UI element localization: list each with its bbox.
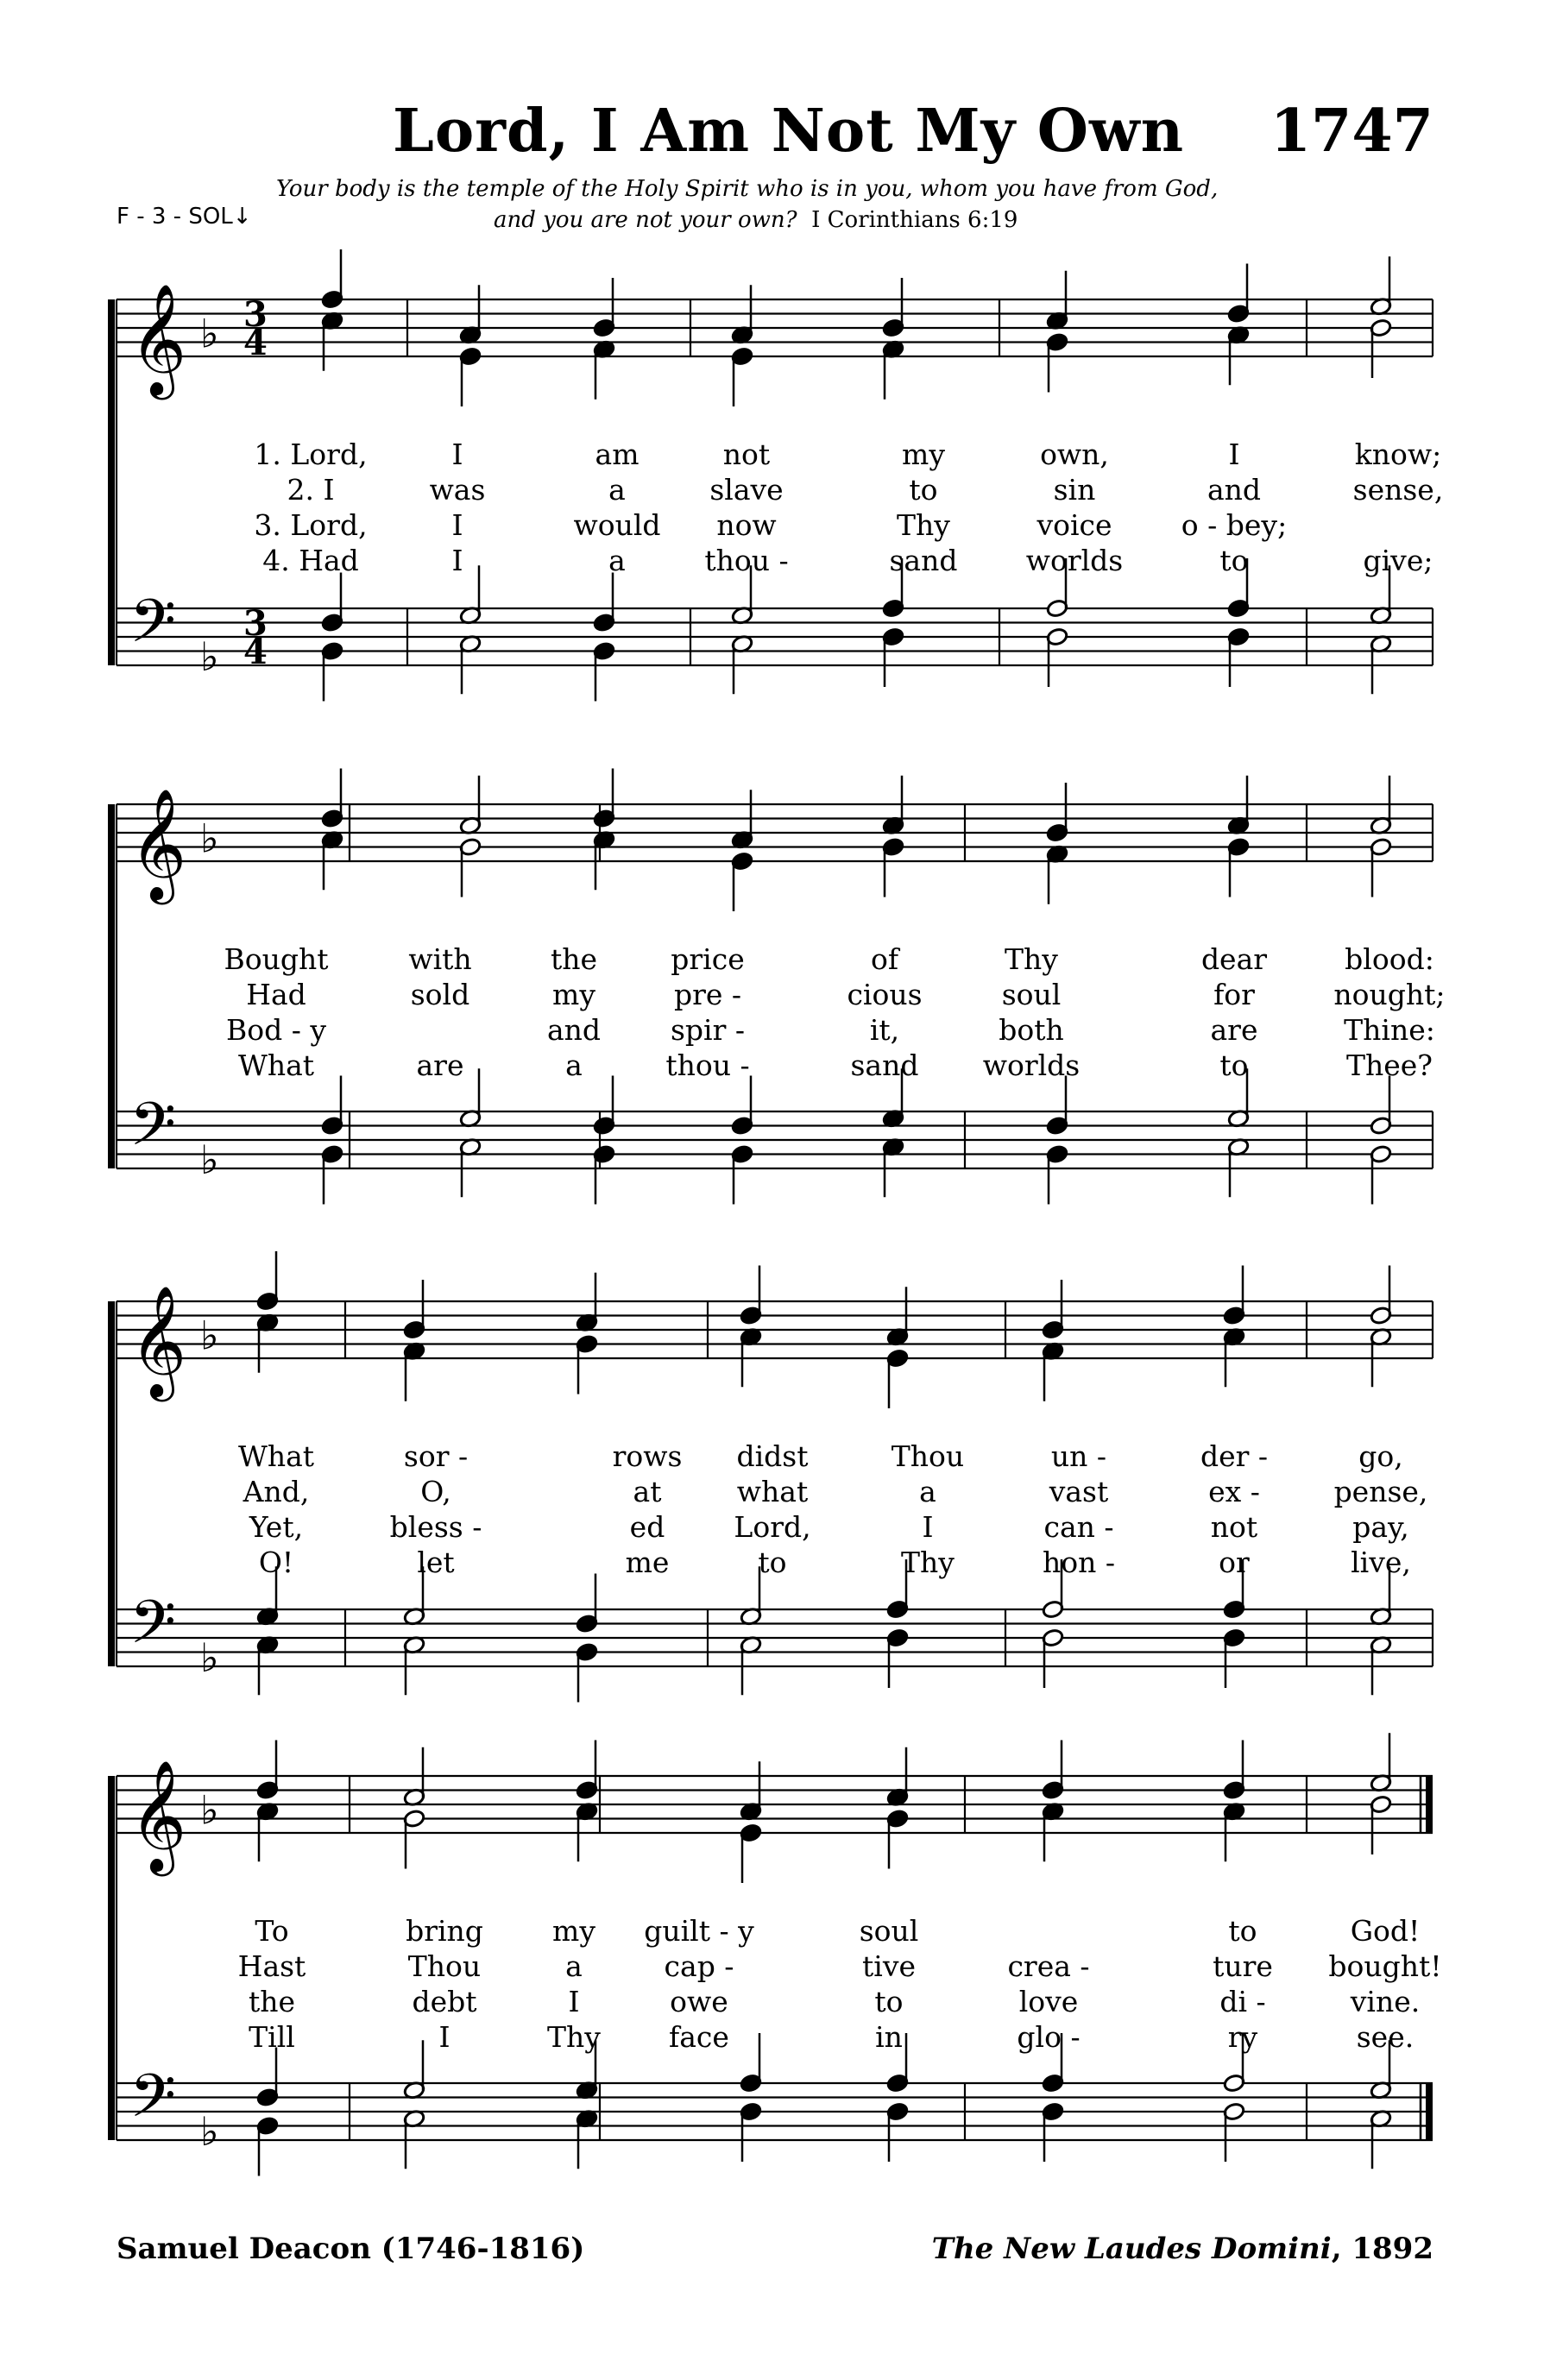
lyric-verse-4-word: Thy	[547, 2020, 601, 2054]
bass-time-sig-bottom: 4	[243, 632, 268, 672]
lyric-verse-1-word: my	[902, 438, 945, 471]
lyric-verse-2-word: bought!	[1328, 1949, 1442, 1983]
lyric-verse-4-word: What	[237, 1048, 315, 1082]
key-flat: ♭	[200, 815, 219, 862]
lyric-verse-3-word: Bod - y	[225, 1013, 327, 1047]
lyric-verse-2-word: sense,	[1352, 473, 1444, 507]
lyric-verse-4-word: sand	[850, 1048, 919, 1082]
treble-clef: 𝄞	[129, 1285, 187, 1397]
epigraph-reference: I Corinthians 6:19	[811, 207, 1018, 233]
lyric-verse-3-word: Thy	[897, 508, 950, 542]
lyric-verse-2-word: soul	[1001, 978, 1062, 1011]
lyric-verse-1-word: 1. Lord,	[254, 438, 368, 471]
system-1	[108, 249, 1443, 702]
lyric-verse-2-word: crea -	[1007, 1949, 1090, 1983]
lyric-verse-4-word: let	[417, 1546, 455, 1579]
lyric-verse-1-word: with	[408, 942, 472, 976]
source-title: The New Laudes Domini	[931, 2232, 1332, 2266]
lyric-verse-2-word: Thou	[407, 1949, 482, 1983]
lyric-verse-3-word: I	[568, 1985, 580, 2018]
lyric-verse-3-word: both	[999, 1013, 1064, 1047]
lyric-verse-4-word: O!	[258, 1546, 294, 1579]
lyric-verse-2-word: was	[429, 473, 486, 507]
lyric-verse-3-word: I	[451, 508, 463, 542]
lyric-verse-4-word: I	[438, 2020, 451, 2054]
treble-time-sig-top: 3	[243, 294, 268, 335]
lyric-verse-4-word: to	[1219, 1048, 1249, 1082]
lyric-verse-4-word: Thy	[901, 1546, 955, 1579]
lyric-verse-3-word: and	[546, 1013, 602, 1047]
lyric-verse-1-word: Thy	[1005, 942, 1058, 976]
system-bracket	[108, 1301, 115, 1666]
lyric-verse-1-word: own,	[1040, 438, 1109, 471]
lyric-verse-2-word: a	[919, 1475, 936, 1508]
lyric-verse-2-word: And,	[243, 1475, 310, 1508]
lyric-verse-3-word: Yet,	[249, 1510, 304, 1544]
lyric-verse-1-word: God!	[1350, 1914, 1421, 1948]
hymn-number: 1747	[1270, 97, 1433, 166]
lyric-verse-3-word: Thine:	[1344, 1013, 1435, 1047]
lyric-verse-4-word: to	[1219, 544, 1249, 577]
key-flat: ♭	[200, 633, 219, 680]
lyric-verse-4-word: Thee?	[1345, 1048, 1433, 1082]
key-flat: ♭	[200, 1634, 219, 1681]
lyric-verse-2-word: cap -	[664, 1949, 734, 1983]
system-3	[108, 1251, 1433, 1703]
lyric-verse-1-word: not	[722, 438, 771, 471]
bass-clef: 𝄢	[129, 1089, 177, 1174]
bass-clef: 𝄢	[129, 586, 177, 671]
lyric-verse-2-word: a	[608, 473, 626, 507]
lyric-verse-3-word: 3. Lord,	[254, 508, 368, 542]
lyric-verse-3-word: di -	[1219, 1985, 1266, 2018]
lyric-verse-3-word: debt	[412, 1985, 477, 2018]
lyric-verse-1-word: didst	[736, 1439, 809, 1473]
lyric-verse-3-word: spir -	[670, 1013, 746, 1047]
key-flat: ♭	[200, 2108, 219, 2155]
lyric-verse-4-word: me	[625, 1546, 670, 1579]
lyric-verse-1-word: guilt - y	[644, 1914, 754, 1948]
system-2	[108, 769, 1446, 1205]
lyric-verse-1-word: know;	[1354, 438, 1442, 471]
lyric-verse-3-word: the	[248, 1985, 296, 2018]
lyric-verse-4-word: see.	[1356, 2020, 1415, 2054]
lyric-verse-1-word: Bought	[224, 942, 329, 976]
bass-clef: 𝄢	[129, 1587, 177, 1672]
lyric-verse-4-word: or	[1219, 1546, 1250, 1579]
key-marking: F - 3 - SOL↓	[117, 204, 252, 230]
lyric-verse-3-word: now	[716, 508, 777, 542]
lyric-verse-3-word: Lord,	[734, 1510, 811, 1544]
key-flat: ♭	[200, 310, 219, 357]
lyric-verse-4-word: live,	[1351, 1546, 1411, 1579]
treble-clef: 𝄞	[129, 788, 187, 900]
lyric-verse-1-word: der -	[1200, 1439, 1269, 1473]
lyric-verse-1-word: of	[870, 942, 899, 976]
lyric-verse-3-word: pay,	[1352, 1510, 1409, 1544]
bass-clef: 𝄢	[129, 2061, 177, 2145]
lyric-verse-1-word: bring	[406, 1914, 483, 1948]
lyric-verse-2-word: for	[1213, 978, 1255, 1011]
lyric-verse-4-word: thou -	[665, 1048, 750, 1082]
lyric-verse-2-word: ture	[1213, 1949, 1273, 1983]
lyric-verse-4-word: in	[875, 2020, 903, 2054]
lyric-verse-2-word: my	[552, 978, 595, 1011]
author-credit: Samuel Deacon (1746-1816)	[117, 2232, 585, 2266]
lyric-verse-1-word: I	[451, 438, 463, 471]
lyric-verse-3-word: vine.	[1350, 1985, 1421, 2018]
lyric-verse-3-word: owe	[670, 1985, 728, 2018]
final-thick-barline	[1426, 1776, 1433, 1833]
lyric-verse-1-word: the	[550, 942, 598, 976]
lyric-verse-2-word: tive	[862, 1949, 916, 1983]
key-flat: ♭	[200, 1312, 219, 1359]
lyric-verse-4-word: ry	[1227, 2020, 1258, 2054]
lyric-verse-4-word: to	[758, 1546, 787, 1579]
lyric-verse-2-word: vast	[1049, 1475, 1109, 1508]
lyric-verse-3-word: can -	[1043, 1510, 1114, 1544]
lyric-verse-1-word: am	[595, 438, 640, 471]
lyric-verse-4-word: sand	[889, 544, 958, 577]
lyric-verse-2-word: and	[1207, 473, 1262, 507]
lyric-verse-4-word: a	[565, 1048, 583, 1082]
lyric-verse-1-word: price	[671, 942, 745, 976]
system-4	[108, 1733, 1442, 2175]
lyric-verse-2-word: nought;	[1333, 978, 1446, 1011]
lyric-verse-2-word: pense,	[1333, 1475, 1428, 1508]
system-bracket	[108, 804, 115, 1168]
lyric-verse-2-word: Hast	[237, 1949, 306, 1983]
lyric-verse-3-word: to	[874, 1985, 904, 2018]
lyric-verse-4-word: a	[608, 544, 626, 577]
lyric-verse-4-word: face	[669, 2020, 729, 2054]
lyric-verse-4-word: hon -	[1042, 1546, 1116, 1579]
lyric-verse-1-word: What	[237, 1439, 315, 1473]
lyric-verse-2-word: ex -	[1208, 1475, 1260, 1508]
lyric-verse-2-word: 2. I	[287, 473, 335, 507]
treble-clef: 𝄞	[129, 283, 187, 395]
lyric-verse-3-word: o - bey;	[1181, 508, 1288, 542]
lyric-verse-3-word: it,	[869, 1013, 900, 1047]
lyric-verse-3-word: bless -	[389, 1510, 482, 1544]
lyric-verse-3-word: are	[1210, 1013, 1258, 1047]
key-flat: ♭	[200, 1786, 219, 1834]
lyric-verse-1-word: un -	[1050, 1439, 1107, 1473]
lyric-verse-1-word: I	[1228, 438, 1240, 471]
lyric-verse-2-word: to	[909, 473, 938, 507]
lyric-verse-2-word: O,	[420, 1475, 451, 1508]
treble-clef: 𝄞	[129, 1760, 187, 1872]
lyric-verse-3-word: would	[573, 508, 661, 542]
lyric-verse-1-word: to	[1228, 1914, 1257, 1948]
source-year: , 1892	[1331, 2232, 1433, 2266]
lyric-verse-2-word: Had	[246, 978, 306, 1011]
lyric-verse-2-word: sin	[1053, 473, 1096, 507]
key-flat: ♭	[200, 1136, 219, 1183]
system-bracket	[108, 1776, 115, 2140]
system-bracket	[108, 299, 115, 665]
lyric-verse-1-word: sor -	[403, 1439, 469, 1473]
lyric-verse-3-word: ed	[629, 1510, 665, 1544]
lyric-verse-2-word: at	[633, 1475, 662, 1508]
lyric-verse-4-word: give;	[1363, 544, 1433, 577]
source-credit	[932, 2232, 1433, 2266]
lyric-verse-4-word: 4. Had	[262, 544, 359, 577]
lyric-verse-4-word: worlds	[1025, 544, 1124, 577]
lyric-verse-4-word: glo -	[1017, 2020, 1081, 2054]
lyric-verse-4-word: thou -	[704, 544, 789, 577]
lyric-verse-2-word: what	[736, 1475, 809, 1508]
lyric-verse-2-word: a	[565, 1949, 583, 1983]
epigraph-text: and you are not your own?	[494, 207, 797, 233]
lyric-verse-4-word: worlds	[982, 1048, 1081, 1082]
lyric-verse-1-word: go,	[1358, 1439, 1403, 1473]
lyric-verse-1-word: soul	[859, 1914, 919, 1948]
lyric-verse-2-word: cious	[847, 978, 923, 1011]
lyric-verse-1-word: Thou	[891, 1439, 965, 1473]
hymn-title: Lord, I Am Not My Own	[393, 97, 1185, 166]
lyric-verse-1-word: my	[552, 1914, 595, 1948]
lyric-verse-4-word: Till	[249, 2020, 295, 2054]
lyric-verse-3-word: not	[1210, 1510, 1258, 1544]
lyric-verse-1-word: dear	[1200, 942, 1268, 976]
bass-time-sig-top: 3	[243, 603, 268, 644]
final-thick-barline	[1426, 2083, 1433, 2140]
lyric-verse-1-word: rows	[612, 1439, 683, 1473]
treble-time-sig-bottom: 4	[243, 323, 268, 363]
lyric-verse-1-word: To	[255, 1914, 289, 1948]
lyric-verse-3-word: love	[1018, 1985, 1079, 2018]
lyric-verse-2-word: pre -	[673, 978, 742, 1011]
lyric-verse-4-word: I	[451, 544, 463, 577]
lyric-verse-3-word: voice	[1036, 508, 1112, 542]
epigraph-line-1: Your body is the temple of the Holy Spirit who is in you, whom you have from God,	[276, 176, 1219, 202]
lyric-verse-2-word: slave	[709, 473, 784, 507]
lyric-verse-3-word: I	[922, 1510, 934, 1544]
lyric-verse-4-word: are	[416, 1048, 464, 1082]
lyric-verse-1-word: blood:	[1345, 942, 1434, 976]
lyric-verse-2-word: sold	[410, 978, 470, 1011]
